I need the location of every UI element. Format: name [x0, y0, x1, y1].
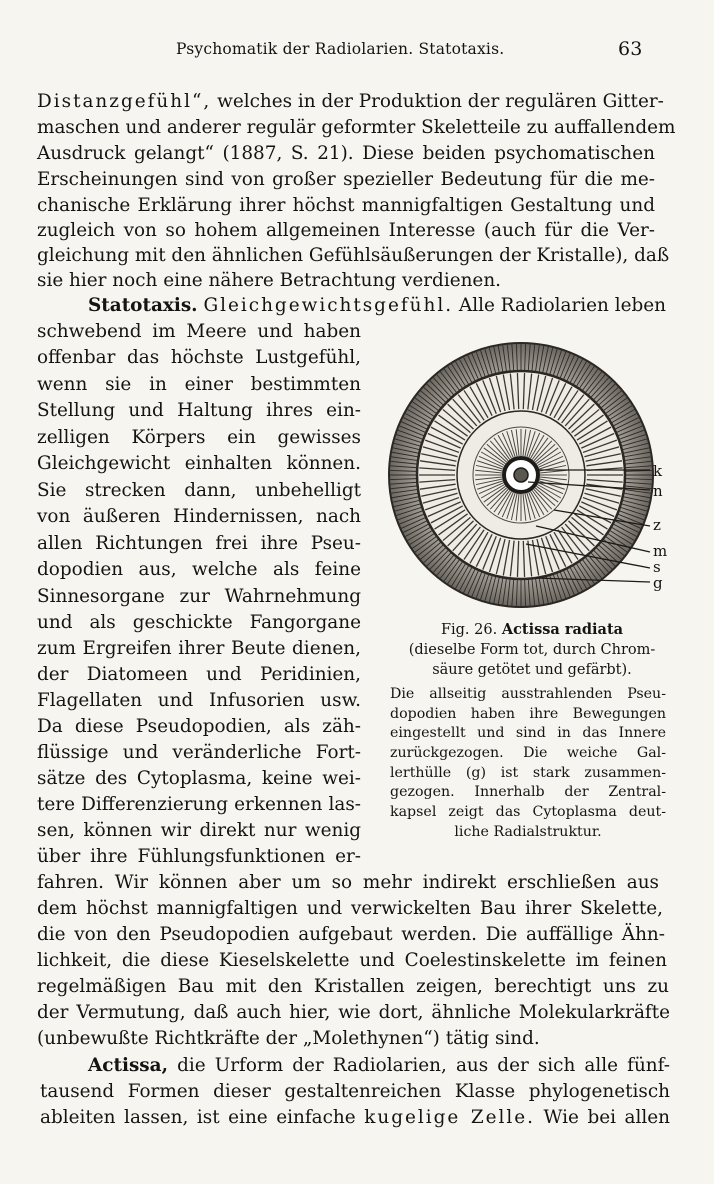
text-line: Actissa, die Urform der Radiolarien, aus der sich alle fünf-: [88, 1055, 670, 1076]
actissa-drawing: [389, 343, 653, 607]
caption-line: liche Radialstruktur.: [454, 824, 602, 840]
figure-caption-sub: (dieselbe Form tot, durch Chrom-: [408, 642, 656, 658]
section-heading: Statotaxis.: [88, 295, 198, 316]
text-line: sen, können wir direkt nur wenig: [37, 820, 361, 841]
text-line: Stellung und Haltung ihres ein-: [37, 400, 361, 421]
text-line: und als geschickte Fangorgane: [37, 612, 361, 633]
running-title: Psychomatik der Radiolarien. Statotaxis.: [176, 40, 505, 58]
text-line: von äußeren Hindernissen, nach: [37, 506, 361, 527]
figure-caption-sub: säure getötet und gefärbt).: [432, 662, 632, 678]
text-line: Flagellaten und Infusorien usw.: [37, 690, 361, 711]
text-line: tere Differenzierung erkennen las-: [37, 794, 361, 815]
text-line: gleichung mit den ähnlichen Gefühlsäußerungen der Kristalle), daß: [37, 245, 670, 266]
label-k: k: [653, 462, 663, 480]
label-g: g: [653, 574, 663, 592]
radiolarian-figure: [386, 330, 672, 620]
text-line: schwebend im Meere und haben: [37, 321, 361, 342]
caption-line: kapsel zeigt das Cytoplasma deut-: [390, 804, 666, 820]
text-line: Ausdruck gelangt“ (1887, S. 21). Diese beiden psychomatischen: [37, 143, 655, 164]
text-line: Da diese Pseudopodien, als zäh-: [37, 716, 361, 737]
caption-line: Die allseitig ausstrahlenden Pseu-: [390, 686, 666, 702]
term-actissa: Actissa,: [88, 1055, 168, 1076]
text-line: Sinnesorgane zur Wahrnehmung: [37, 586, 361, 607]
text-line: der Diatomeen und Peridinien,: [37, 664, 361, 685]
text-line: offenbar das höchste Lustgefühl,: [37, 347, 361, 368]
text-line: ableiten lassen, ist eine einfache kugelige Zelle. Wie bei allen: [40, 1107, 670, 1128]
text-line: (unbewußte Richtkräfte der „Molethynen“) tätig sind.: [37, 1028, 540, 1049]
caption-line: eingestellt und sind in das Innere: [390, 725, 666, 741]
text-line: die von den Pseudopodien aufgebaut werden. Die auffällige Ähn-: [37, 924, 665, 945]
text-line: Gleichgewicht einhalten können.: [37, 453, 361, 474]
caption-line: lerthülle (g) ist stark zusammen-: [390, 765, 666, 781]
label-z: z: [653, 516, 661, 534]
text-line: zelligen Körpers ein gewisses: [37, 427, 361, 448]
text-line: dopodien aus, welche als feine: [37, 559, 361, 580]
label-m: m: [653, 542, 668, 560]
figure-number: Fig. 26.: [440, 622, 498, 638]
section-heading-line: Statotaxis. Gleichgewichtsgefühl. Alle Radiolarien leben: [88, 295, 667, 316]
page-number: 63: [618, 38, 643, 60]
text-line: der Vermutung, daß auch hier, wie dort, ähnliche Molekularkräfte: [37, 1002, 670, 1023]
text-line: zum Ergreifen ihrer Beute dienen,: [37, 638, 361, 659]
text-line: fahren. Wir können aber um so mehr indirekt erschließen aus: [37, 872, 659, 893]
text-line: wenn sie in einer bestimmten: [37, 374, 361, 395]
text-line: Distanzgefühl“, welches in der Produktion der regulären Gitter-: [37, 91, 664, 112]
text-line: zugleich von so hohem allgemeinen Interesse (auch für die Ver-: [37, 220, 655, 241]
caption-line: dopodien haben ihre Bewegungen: [390, 706, 666, 722]
text-line: über ihre Fühlungsfunktionen er-: [37, 846, 361, 867]
figure-taxon: Actissa radiata: [501, 621, 624, 638]
text-line: allen Richtungen frei ihre Pseu-: [37, 533, 361, 554]
text-line: Erscheinungen sind von großer spezieller Bedeutung für die me-: [37, 169, 655, 190]
text-line: regelmäßigen Bau mit den Kristallen zeigen, berechtigt uns zu: [37, 976, 669, 997]
label-s: s: [653, 558, 661, 576]
text-line: sätze des Cytoplasma, keine wei-: [37, 768, 361, 789]
text-line: lichkeit, die diese Kieselskelette und Coelestinskelette im feinen: [37, 950, 667, 971]
text-line: dem höchst mannigfaltigen und verwickelten Bau ihrer Skelette,: [37, 898, 663, 919]
text-line: chanische Erklärung ihrer höchst mannigfaltigen Gestaltung und: [37, 195, 655, 216]
figure-caption-title: [384, 621, 680, 638]
caption-line: gezogen. Innerhalb der Zentral-: [390, 784, 666, 800]
text-line: tausend Formen dieser gestaltenreichen Klasse phylogenetisch: [40, 1081, 670, 1102]
label-n: n: [653, 482, 663, 500]
text-line: flüssige und veränderliche Fort-: [37, 742, 361, 763]
caption-line: zurückgezogen. Die weiche Gal-: [390, 745, 666, 761]
text-line: Sie strecken dann, unbehelligt: [37, 480, 361, 501]
text-line: sie hier noch eine nähere Betrachtung verdienen.: [37, 270, 502, 291]
text-line: maschen und anderer regulär geformter Skeletteile zu auffallendem: [37, 117, 676, 138]
